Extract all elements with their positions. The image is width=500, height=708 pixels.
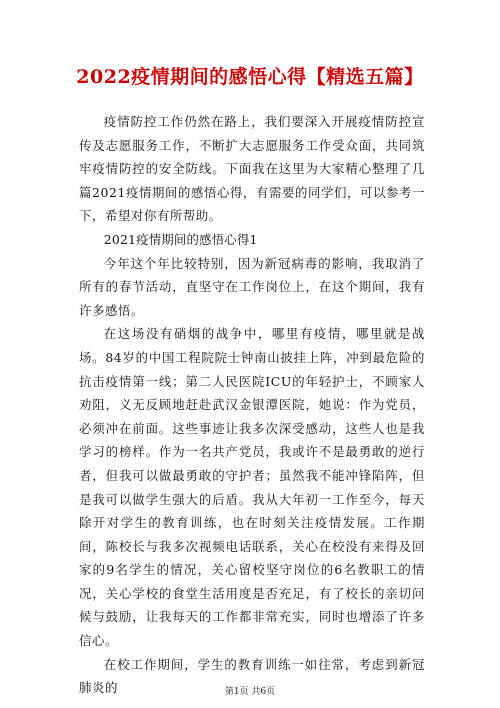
intro-paragraph: 疫情防控工作仍然在路上，我们要深入开展疫情防控宣传及志愿服务工作，不断扩大志愿服务工作受众面，共同筑牢疫情防控的安全防线。下面我在这里为大家精心整理了几篇2021疫情期间的感悟心得，有需要的同学们，可以参考一下，希望对你有所帮助。 <box>79 114 425 224</box>
body-paragraph: 今年这个年比较特别，因为新冠病毒的影响，我取消了所有的春节活动，直坚守在工作岗位上，在这个期间，我有许多感悟。 <box>79 255 425 318</box>
document-title: 2022疫情期间的感悟心得【精选五篇】 <box>76 66 424 88</box>
body-paragraph: 在校工作期间，学生的教育训练一如往常，考虑到新冠肺炎的 <box>79 656 425 696</box>
page-number: 第1页 共6页 <box>224 687 276 697</box>
document-body <box>79 110 425 700</box>
section-heading: 2021疫情期间的感悟心得1 <box>103 231 258 247</box>
body-paragraph: 在这场没有硝烟的战争中，哪里有疫情，哪里就是战场。84岁的中国工程院院士钟南山披挂上阵，冲到最危险的抗击疫情第一线；第二人民医院ICU的年轻护士，不顾家人劝阻，义无反顾地赶赴武汉金银潭医院，她说：作为党员，必须冲在前面。这些事迹让我多次深受感动，这些人也是我学习的榜样。作为一名共产党员，我或许不是最勇敢的逆行者，但我可以做最勇敢的守护者；虽然我不能冲锋陷阵，但是我可以做学生强大的后盾。我从大年初一工作至今，每天除开对学生的教育训练，也在时刻关注疫情发展。工作期间，陈校长与我多次视频电话联系，关心在校没有来得及回家的9名学生的情况，关心留校坚守岗位的6名教职工的情况，关心学校的食堂生活用度是否充足，有了校长的亲切问候与鼓励，让我每天的工作都非常充实，同时也增添了许多信心。 <box>79 326 425 649</box>
